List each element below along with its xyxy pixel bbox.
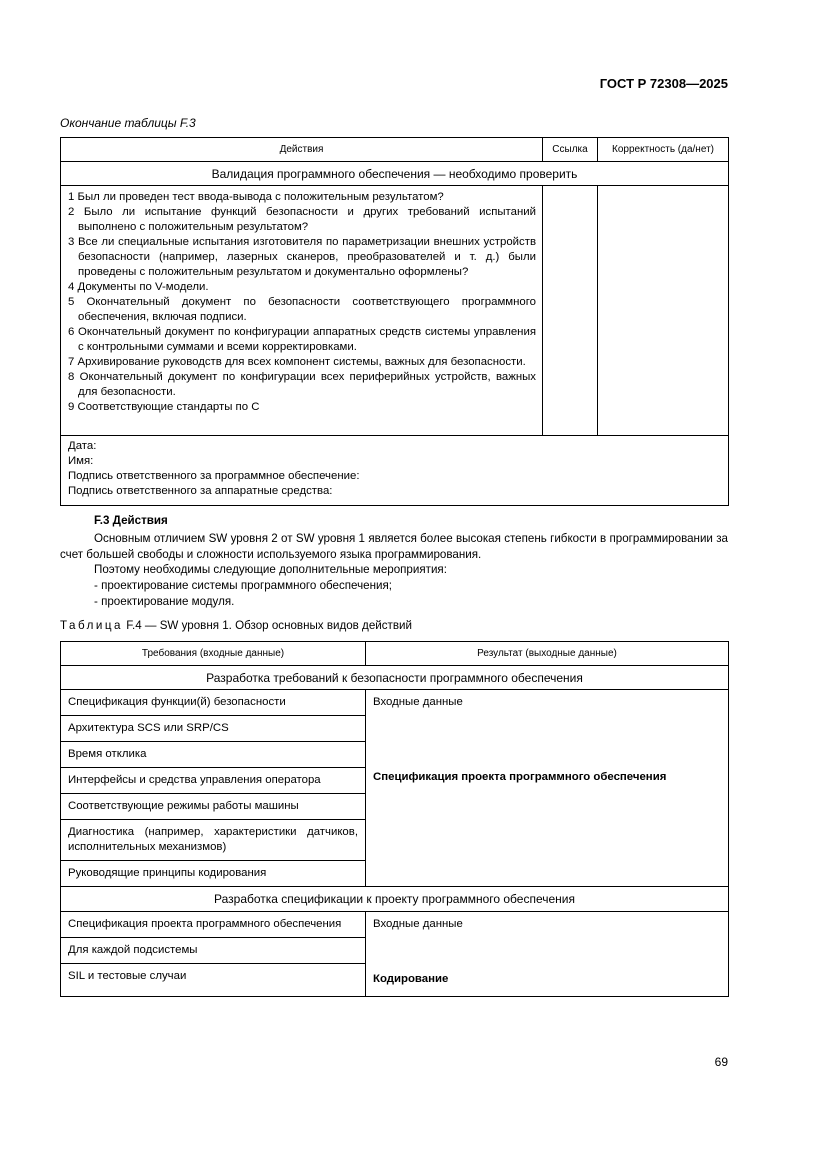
checklist-item: 6 Окончательный документ по конфигурации аппаратных средств системы управления с контрольными суммами и всеми корректировками. <box>68 326 536 353</box>
section-title-design-spec: Разработка спецификации к проекту программного обеспечения <box>61 887 729 912</box>
signature-line-software: Подпись ответственного за программное обеспечение: <box>68 470 360 482</box>
checklist-item: 8 Окончательный документ по конфигурации всех периферийных устройств, важных для безопасности. <box>68 371 536 398</box>
table-f4-caption-text: F.4 — SW уровня 1. Обзор основных видов действий <box>126 619 412 632</box>
result-value: Спецификация проекта программного обеспечения <box>373 771 667 783</box>
checklist-item: 7 Архивирование руководств для всех компонент системы, важных для безопасности. <box>68 356 526 368</box>
section-f3-paragraph: Основным отличием SW уровня 2 от SW уровня 1 является более высокая степень гибкости в программировании за счет большей свободы и сложности используемого языка программирования. <box>60 532 728 561</box>
section-f3-title: F.3 Действия <box>94 514 168 527</box>
section-title-validation: Валидация программного обеспечения — необходимо проверить <box>61 162 729 186</box>
table-f4 <box>60 641 729 997</box>
checklist-item: 5 Окончательный документ по безопасности соответствующего программного обеспечения, включая подписи. <box>68 296 536 323</box>
requirement-cell: Диагностика (например, характеристики датчиков, исполнительных механизмов) <box>61 820 366 861</box>
requirement-cell: Спецификация проекта программного обеспечения <box>61 912 366 938</box>
result-cell-section1 <box>366 690 729 887</box>
column-header-correctness: Корректность (да/нет) <box>598 138 729 162</box>
checklist-cell <box>61 186 543 436</box>
column-header-reference: Ссылка <box>543 138 598 162</box>
signature-line-name: Имя: <box>68 455 94 467</box>
requirement-cell: Спецификация функции(й) безопасности <box>61 690 366 716</box>
signature-line-date: Дата: <box>68 440 97 452</box>
table-f3 <box>60 137 729 506</box>
column-header-requirements: Требования (входные данные) <box>61 642 366 666</box>
reference-cell <box>543 186 598 436</box>
requirement-cell: Архитектура SCS или SRP/CS <box>61 716 366 742</box>
result-label: Входные данные <box>373 696 463 708</box>
column-header-actions: Действия <box>61 138 543 162</box>
checklist-item: 4 Документы по V-модели. <box>68 281 209 293</box>
section-f3-intro: Поэтому необходимы следующие дополнительные мероприятия: <box>94 563 447 576</box>
correctness-cell <box>598 186 729 436</box>
requirement-cell: SIL и тестовые случаи <box>61 964 366 997</box>
requirement-cell: Для каждой подсистемы <box>61 938 366 964</box>
result-cell-section2 <box>366 912 729 997</box>
section-title-requirements: Разработка требований к безопасности программного обеспечения <box>61 666 729 690</box>
table-f3-caption: Окончание таблицы F.3 <box>60 116 196 130</box>
signature-block <box>61 436 729 506</box>
checklist-item: 1 Был ли проведен тест ввода-вывода с положительным результатом? <box>68 191 444 203</box>
checklist-item: 2 Было ли испытание функций безопасности и других требований испытаний выполнено с положительным результатом? <box>68 206 536 233</box>
requirement-cell: Интерфейсы и средства управления оператора <box>61 768 366 794</box>
section-f3-bullet: - проектирование системы программного обеспечения; <box>94 579 392 592</box>
signature-line-hardware: Подпись ответственного за аппаратные средства: <box>68 485 333 497</box>
requirement-cell: Руководящие принципы кодирования <box>61 861 366 887</box>
table-f4-caption <box>60 619 412 632</box>
result-label: Входные данные <box>373 918 463 930</box>
page-number: 69 <box>714 1055 728 1069</box>
table-f4-caption-label: Таблица <box>60 619 123 632</box>
result-value: Кодирование <box>373 973 449 985</box>
document-id: ГОСТ Р 72308—2025 <box>599 76 728 91</box>
checklist-item: 3 Все ли специальные испытания изготовителя по параметризации внешних устройств безопасности (например, лазерных сканеров, преобразователей и т. д.) были проведены с положительным результатом и документально оформлены? <box>68 236 536 278</box>
section-f3-bullet: - проектирование модуля. <box>94 595 235 608</box>
requirement-cell: Соответствующие режимы работы машины <box>61 794 366 820</box>
requirement-cell: Время отклика <box>61 742 366 768</box>
checklist-item: 9 Соответствующие стандарты по С <box>68 401 260 413</box>
column-header-result: Результат (выходные данные) <box>366 642 729 666</box>
